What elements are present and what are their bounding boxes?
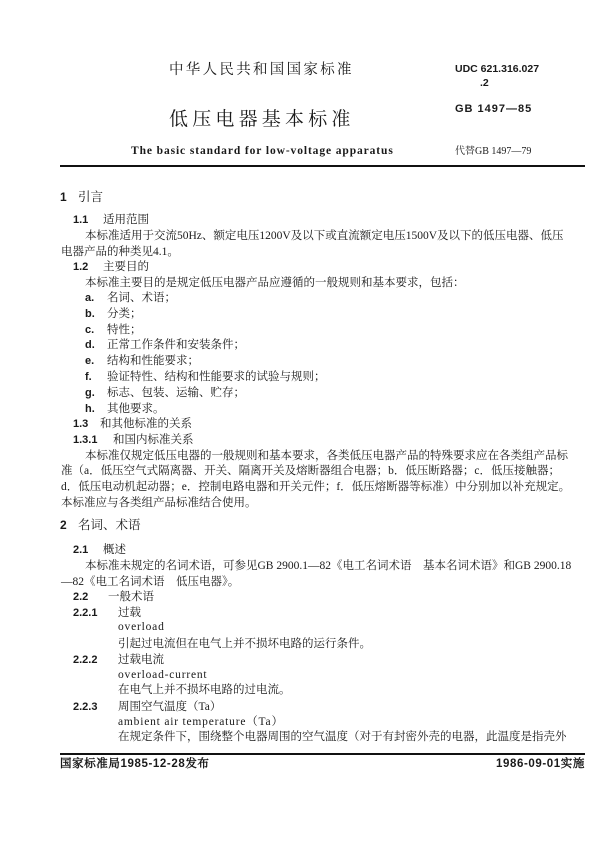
list-item-marker: b. [85,308,95,320]
list-item: 结构和性能要求； [107,355,199,367]
term-definition: 在电气上并不损坏电路的过电流。 [118,684,291,696]
paragraph-line: —82《电工名词术语 低压电器》。 [61,576,240,588]
document-title-english: The basic standard for low-voltage apparatus [131,145,394,157]
term-english: ambient air temperature（Ta） [118,716,284,728]
standard-number: GB 1497—85 [455,103,533,115]
list-item-marker: h. [85,403,95,415]
clause-number: 2.2 [73,591,89,603]
list-item: 其他要求。 [107,403,165,415]
section-number: 2 [60,518,67,532]
list-item: 分类； [107,308,142,320]
list-item-marker: f. [85,371,92,383]
section-heading: 引言 [78,190,104,204]
term-name: 周围空气温度（Ta） [118,701,222,713]
term-definition: 引起过电流但在电气上并不损坏电路的运行条件。 [118,638,371,650]
paragraph-line: 本标准应与各类组产品标准结合使用。 [61,497,257,509]
list-item-marker: d. [85,339,95,351]
clause-heading: 概述 [103,544,126,556]
effective-date: 1986-09-01实施 [495,758,585,770]
term-number: 2.2.3 [73,701,98,713]
clause-heading: 主要目的 [103,261,149,273]
term-number: 2.2.1 [73,607,98,619]
document-title: 低压电器基本标准 [169,108,355,130]
paragraph-line: 电器产品的种类见4.1。 [61,246,179,258]
list-item: 特性； [107,324,142,336]
term-english: overload [118,621,165,633]
clause-number: 1.2 [73,261,89,273]
list-item: 验证特性、结构和性能要求的试验与规则； [107,371,326,383]
list-item-marker: g. [85,387,95,399]
replaces-standard: 代替GB 1497—79 [455,146,532,157]
issue-date: 国家标准局1985-12-28发布 [60,758,210,770]
paragraph-line: 准（a．低压空气式隔离器、开关、隔离开关及熔断器组合电器；b．低压断路器；c．低压接触器； [61,465,560,477]
term-english: overload-current [118,669,208,681]
clause-number: 1.3.1 [73,434,98,446]
clause-heading: 适用范围 [103,214,149,226]
clause-number: 1.1 [73,214,89,226]
paragraph-line: 本标准适用于交流50Hz、额定电压1200V及以下或直流额定电压1500V及以下的低压电器、低压 [85,230,564,242]
issuing-authority: 中华人民共和国国家标准 [169,62,354,78]
footer-divider [60,753,585,755]
paragraph-line: 本标准主要目的是规定低压电器产品应遵循的一般规则和基本要求，包括： [85,277,465,289]
term-name: 过载 [118,607,141,619]
clause-heading: 和其他标准的关系 [100,418,192,430]
section-heading: 名词、术语 [78,517,141,532]
term-definition: 在规定条件下，围绕整个电器周围的空气温度（对于有封密外壳的电器，此温度是指壳外 [118,731,567,743]
section-number: 1 [60,190,67,204]
clause-number: 2.1 [73,544,89,556]
clause-heading: 和国内标准关系 [113,434,194,446]
list-item: 正常工作条件和安装条件； [107,339,245,351]
term-number: 2.2.2 [73,654,98,666]
udc-code-continuation: .2 [480,77,489,89]
list-item-marker: e. [85,355,95,367]
clause-heading: 一般术语 [108,591,154,603]
paragraph-line: 本标准仅规定低压电器的一般规则和基本要求，各类低压电器产品的特殊要求应在各类组产品标 [85,450,568,462]
list-item: 名词、术语； [107,292,176,304]
list-item: 标志、包装、运输、贮存； [107,387,245,399]
header-divider [60,165,585,167]
clause-number: 1.3 [73,418,89,430]
list-item-marker: a. [85,292,95,304]
term-name: 过载电流 [118,654,164,666]
paragraph-line: 本标准未规定的名词术语，可参见GB 2900.1—82《电工名词术语 基本名词术语》和GB 2900.18 [85,560,572,572]
paragraph-line: d．低压电动机起动器；e．控制电路电器和开关元件；f．低压熔断器等标准）中分别加以补充规定。 [61,481,571,493]
udc-code: UDC 621.316.027 [455,63,540,75]
list-item-marker: c. [85,324,95,336]
